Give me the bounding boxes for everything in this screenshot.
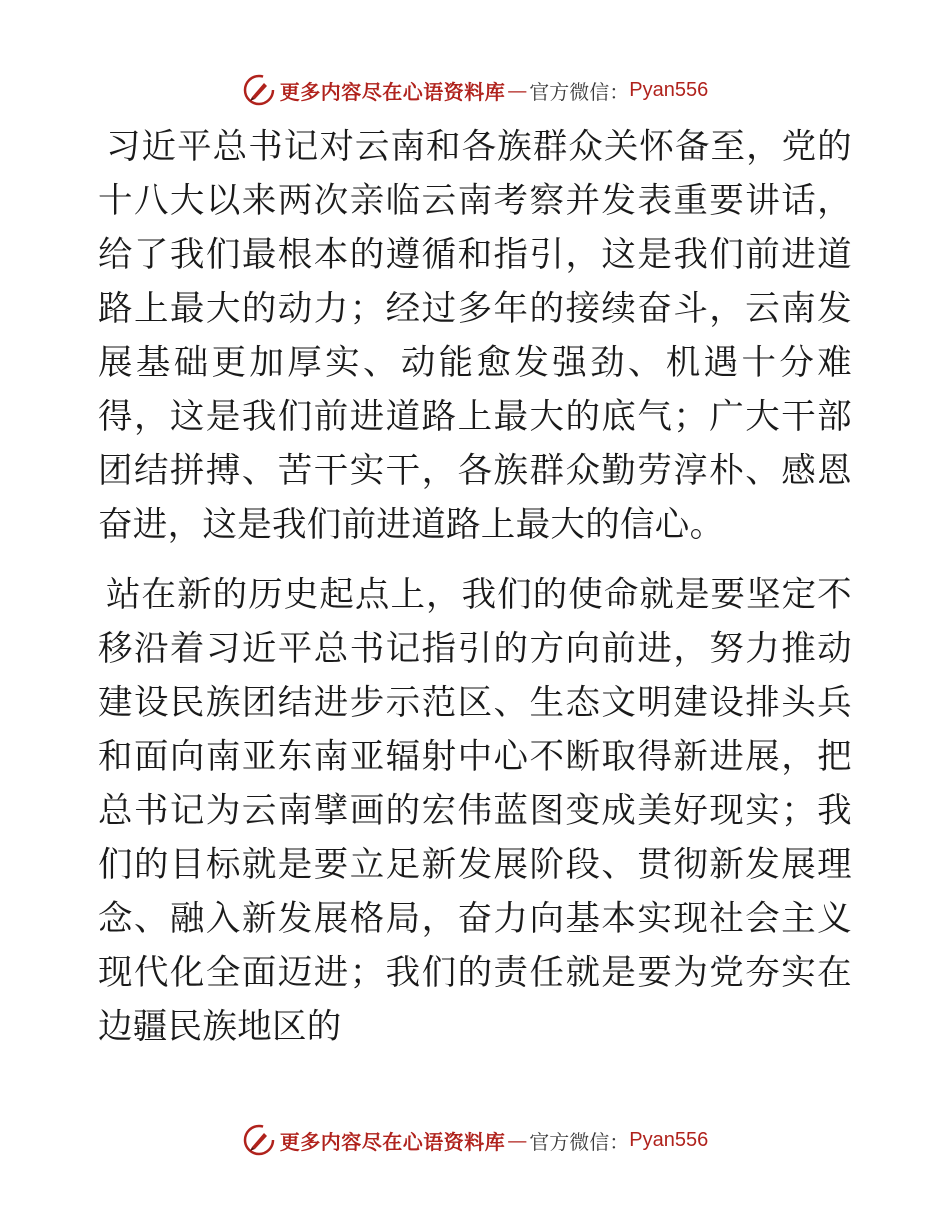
banner-site-name: 更多内容尽在心语资料库 [279,79,506,104]
pen-nib-logo-icon [242,1123,276,1157]
banner-wechat-id: Pyan556 [629,1128,709,1151]
banner-dash: — [507,1128,528,1152]
paragraph-2: 站在新的历史起点上，我们的使命就是要坚定不移沿着习近平总书记指引的方向前进，努力推动建设民族团结进步示范区、生态文明建设排头兵和面向南亚东南亚辐射中心不断取得新进展，把总书记为云南擘画的宏伟蓝图变成美好现实；我们的目标就是要立足新发展阶段、贯彻新发展理念、融入新发展格局，奋力向基本实现社会主义现代化全面迈进；我们的责任就是要为党夯实在边疆民族地区的 [98,575,852,1047]
pen-nib-logo-icon [242,73,276,107]
banner-dash: — [507,78,528,102]
document-body [98,120,852,1054]
banner-wechat-label: 官方微信： [529,79,630,104]
header-banner [0,70,950,110]
banner-wechat-id: Pyan556 [629,78,709,101]
footer-banner [0,1120,950,1160]
banner-wechat-label: 官方微信： [529,1129,630,1154]
paragraph-1: 习近平总书记对云南和各族群众关怀备至，党的十八大以来两次亲临云南考察并发表重要讲话，给了我们最根本的遵循和指引，这是我们前进道路上最大的动力；经过多年的接续奋斗，云南发展基础更加厚实、动能愈发强劲、机遇十分难得，这是我们前进道路上最大的底气；广大干部团结拼搏、苦干实干，各族群众勤劳淳朴、感恩奋进，这是我们前进道路上最大的信心。 [98,127,852,545]
banner-site-name: 更多内容尽在心语资料库 [279,1129,506,1154]
